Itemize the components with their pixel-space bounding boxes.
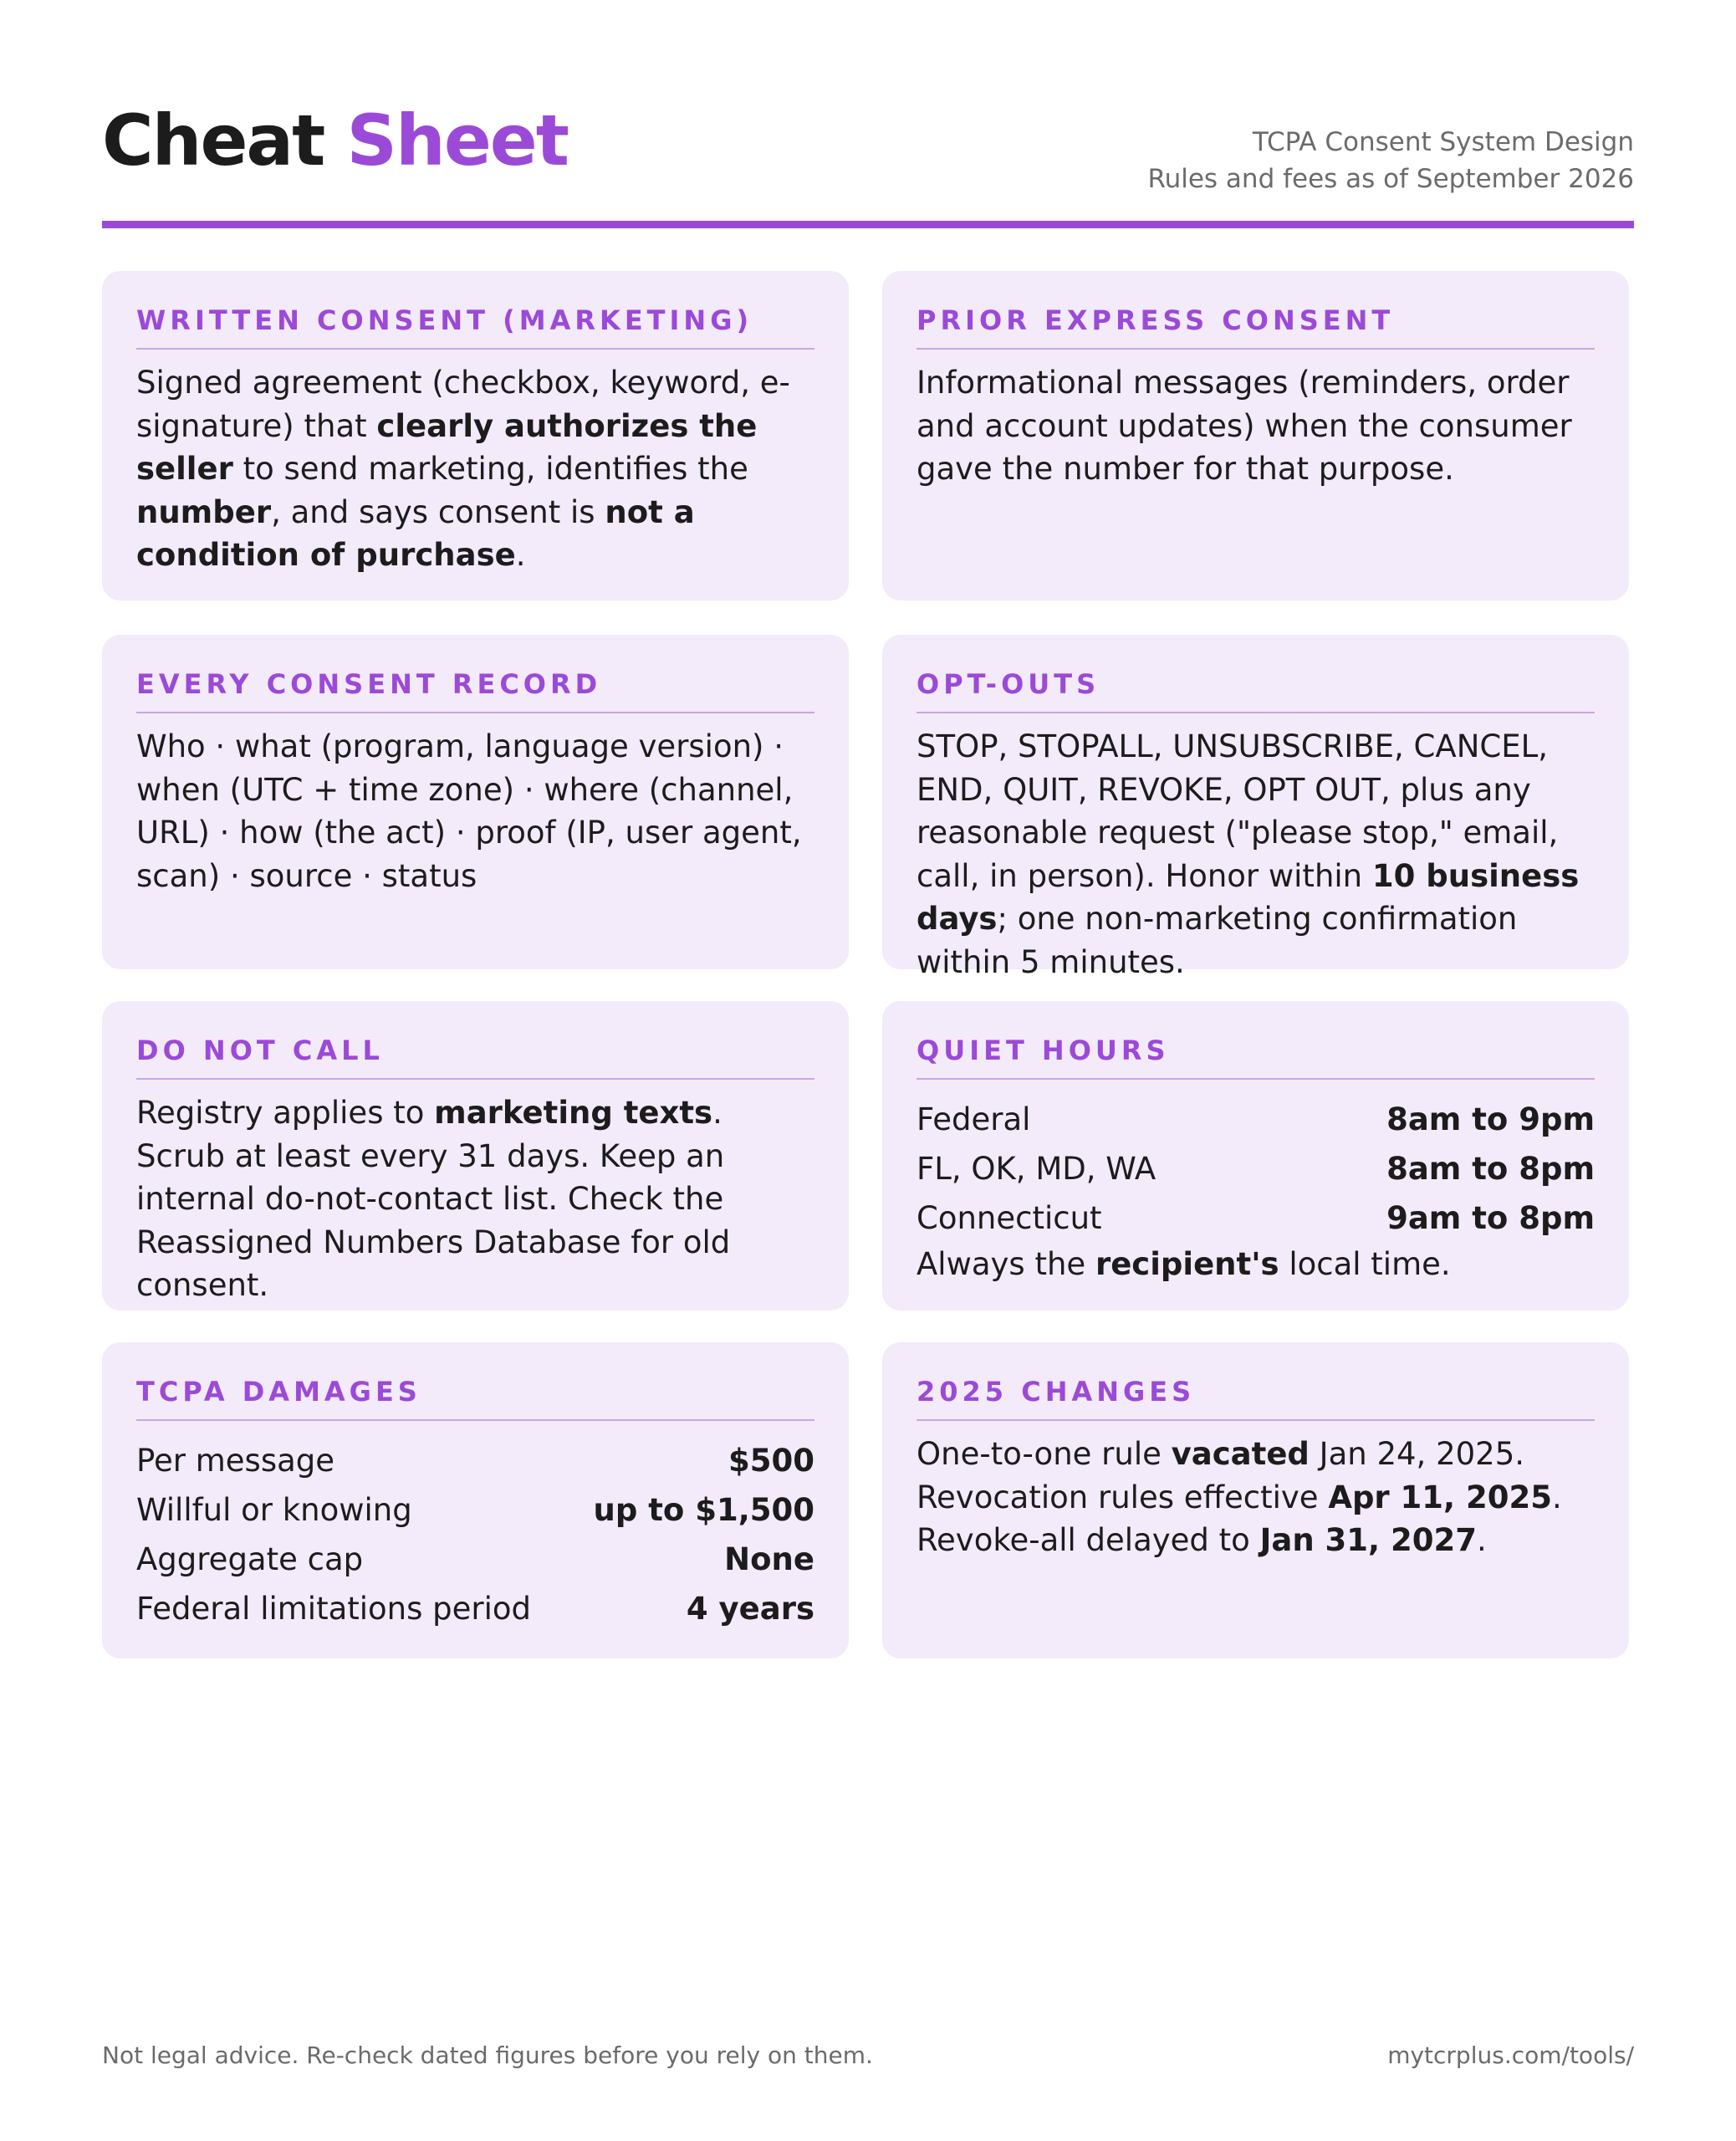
footer-disclaimer: Not legal advice. Re-check dated figures before you rely on them. (102, 2041, 873, 2069)
row-value: 9am to 8pm (1386, 1200, 1595, 1236)
card-quiet-hours (882, 1001, 1629, 1311)
row-label: Federal (917, 1101, 1031, 1137)
card-opt-outs (882, 635, 1629, 980)
header-divider (102, 221, 1634, 228)
row-value: 8am to 9pm (1386, 1101, 1595, 1137)
damages-table (136, 1421, 814, 1633)
table-row (136, 1485, 814, 1535)
row-label: Per message (136, 1443, 335, 1479)
quiet-hours-note: Always the recipient's local time. (917, 1246, 1451, 1282)
quiet-hours-table (917, 1080, 1595, 1285)
card-heading: WRITTEN CONSENT (MARKETING) (136, 271, 814, 350)
card-heading: OPT-OUTS (917, 635, 1595, 713)
card-tcpa-damages (102, 1342, 849, 1658)
title-accent: Sheet (346, 100, 568, 181)
page-title (102, 99, 568, 182)
row-value: 8am to 8pm (1386, 1151, 1595, 1187)
table-row (136, 1584, 814, 1633)
table-row (136, 1535, 814, 1584)
footer-url[interactable]: mytcrplus.com/tools/ (1387, 2041, 1634, 2069)
table-row (917, 1193, 1595, 1243)
card-heading: DO NOT CALL (136, 1001, 814, 1080)
table-row (917, 1144, 1595, 1193)
card-body (917, 1421, 1595, 1562)
card-body: Who · what (program, language version) · when (UTC + time zone) · where (channel, URL) · how (the act) · proof (IP, user agent, scan) · source · status (136, 728, 802, 894)
card-body: Informational messages (reminders, order and account updates) when the consumer gave the number for that purpose. (917, 365, 1572, 487)
row-value: $500 (728, 1443, 814, 1479)
title-main: Cheat (102, 100, 324, 181)
subtitle-line1: TCPA Consent System Design (1252, 127, 1634, 157)
card-heading: EVERY CONSENT RECORD (136, 635, 814, 713)
page-header (102, 99, 1634, 194)
card-heading: TCPA DAMAGES (136, 1342, 814, 1421)
card-body: Signed agreement (checkbox, keyword, e-signature) that clearly authorizes the seller to send marketing, identifies the number, and says consent is not a condition of purchase. (136, 365, 790, 573)
row-label: Aggregate cap (136, 1541, 364, 1577)
card-heading: 2025 CHANGES (917, 1342, 1595, 1421)
change-line: One-to-one rule vacated Jan 24, 2025. (917, 1436, 1524, 1472)
row-value: 4 years (686, 1591, 814, 1627)
card-body: STOP, STOPALL, UNSUBSCRIBE, CANCEL, END, QUIT, REVOKE, OPT OUT, plus any reasonable request ("please stop," email, call, in person). Honor within 10 business days; one non-marketing confirmation within 5 minutes. (917, 728, 1580, 980)
row-label: Willful or knowing (136, 1492, 412, 1528)
card-body: Registry applies to marketing texts. Scrub at least every 31 days. Keep an internal do-not-contact list. Check the Reassigned Numbers Database for old consent. (136, 1095, 731, 1303)
page-subtitle (1147, 124, 1634, 197)
card-consent-record (102, 635, 849, 969)
card-written-consent (102, 271, 849, 600)
card-prior-express-consent (882, 271, 1629, 600)
card-2025-changes (882, 1342, 1629, 1658)
card-heading: PRIOR EXPRESS CONSENT (917, 271, 1595, 350)
row-value: up to $1,500 (593, 1492, 814, 1528)
row-label: FL, OK, MD, WA (917, 1151, 1156, 1187)
table-row (917, 1095, 1595, 1144)
card-heading: QUIET HOURS (917, 1001, 1595, 1080)
row-value: None (724, 1541, 814, 1577)
card-do-not-call (102, 1001, 849, 1311)
row-label: Federal limitations period (136, 1591, 532, 1627)
change-line: Revoke-all delayed to Jan 31, 2027. (917, 1522, 1487, 1558)
subtitle-line2: Rules and fees as of September 2026 (1147, 164, 1634, 194)
change-line: Revocation rules effective Apr 11, 2025. (917, 1479, 1562, 1515)
row-label: Connecticut (917, 1200, 1102, 1236)
table-row (136, 1436, 814, 1485)
